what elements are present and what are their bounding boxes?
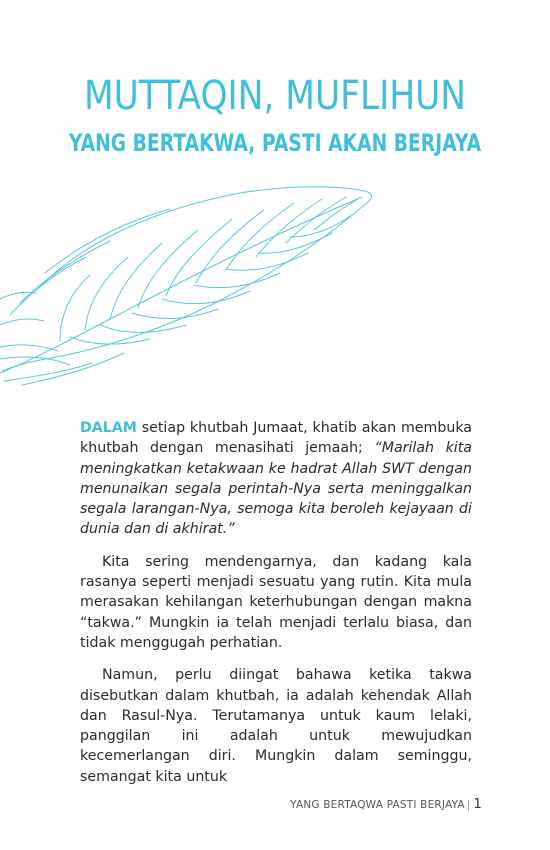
page-title: MUTTAQIN, MUFLIHUN [83,73,467,119]
page-number: 1 [473,797,482,812]
paragraph-1 [80,418,472,540]
footer-separator: | [466,799,471,811]
feather-icon [0,175,380,390]
paragraph-2: Kita sering mendengarnya, dan kadang kala rasanya seperti menjadi sesuatu yang rutin. Kita mula merasakan kehilangan keterhubungan dengan makna “takwa.” Mungkin ia telah menjadi terlalu biasa, dan tidak menggugah perhatian. [80,553,472,651]
paragraph-1-text: setiap khutbah Jumaat, khatib akan membuka khutbah dengan menasihati jemaah; [80,420,472,457]
khutbah-quote: “Marilah kita meningkatkan ketakwaan ke hadrat Allah SWT dengan menunaikan segala perintah-Nya serta meninggalkan segala larangan-Nya, semoga kita beroleh kejayaan di dunia dan di akhirat.” [80,440,472,538]
running-title: YANG BERTAQWA PASTI BERJAYA [290,799,465,811]
lead-word: DALAM [80,420,137,436]
paragraph-3: Namun, perlu diingat bahawa ketika takwa disebutkan dalam khutbah, ia adalah kehendak Allah dan Rasul-Nya. Terutamanya untuk kaum lelaki, panggilan ini adalah untuk mewujudkan kecemerlangan diri. Mungkin dalam seminggu, semangat kita untuk [80,667,472,785]
article-body [80,418,472,799]
page-footer [290,797,482,812]
page-subtitle: YANG BERTAKWA, PASTI AKAN BERJAYA [68,129,482,157]
